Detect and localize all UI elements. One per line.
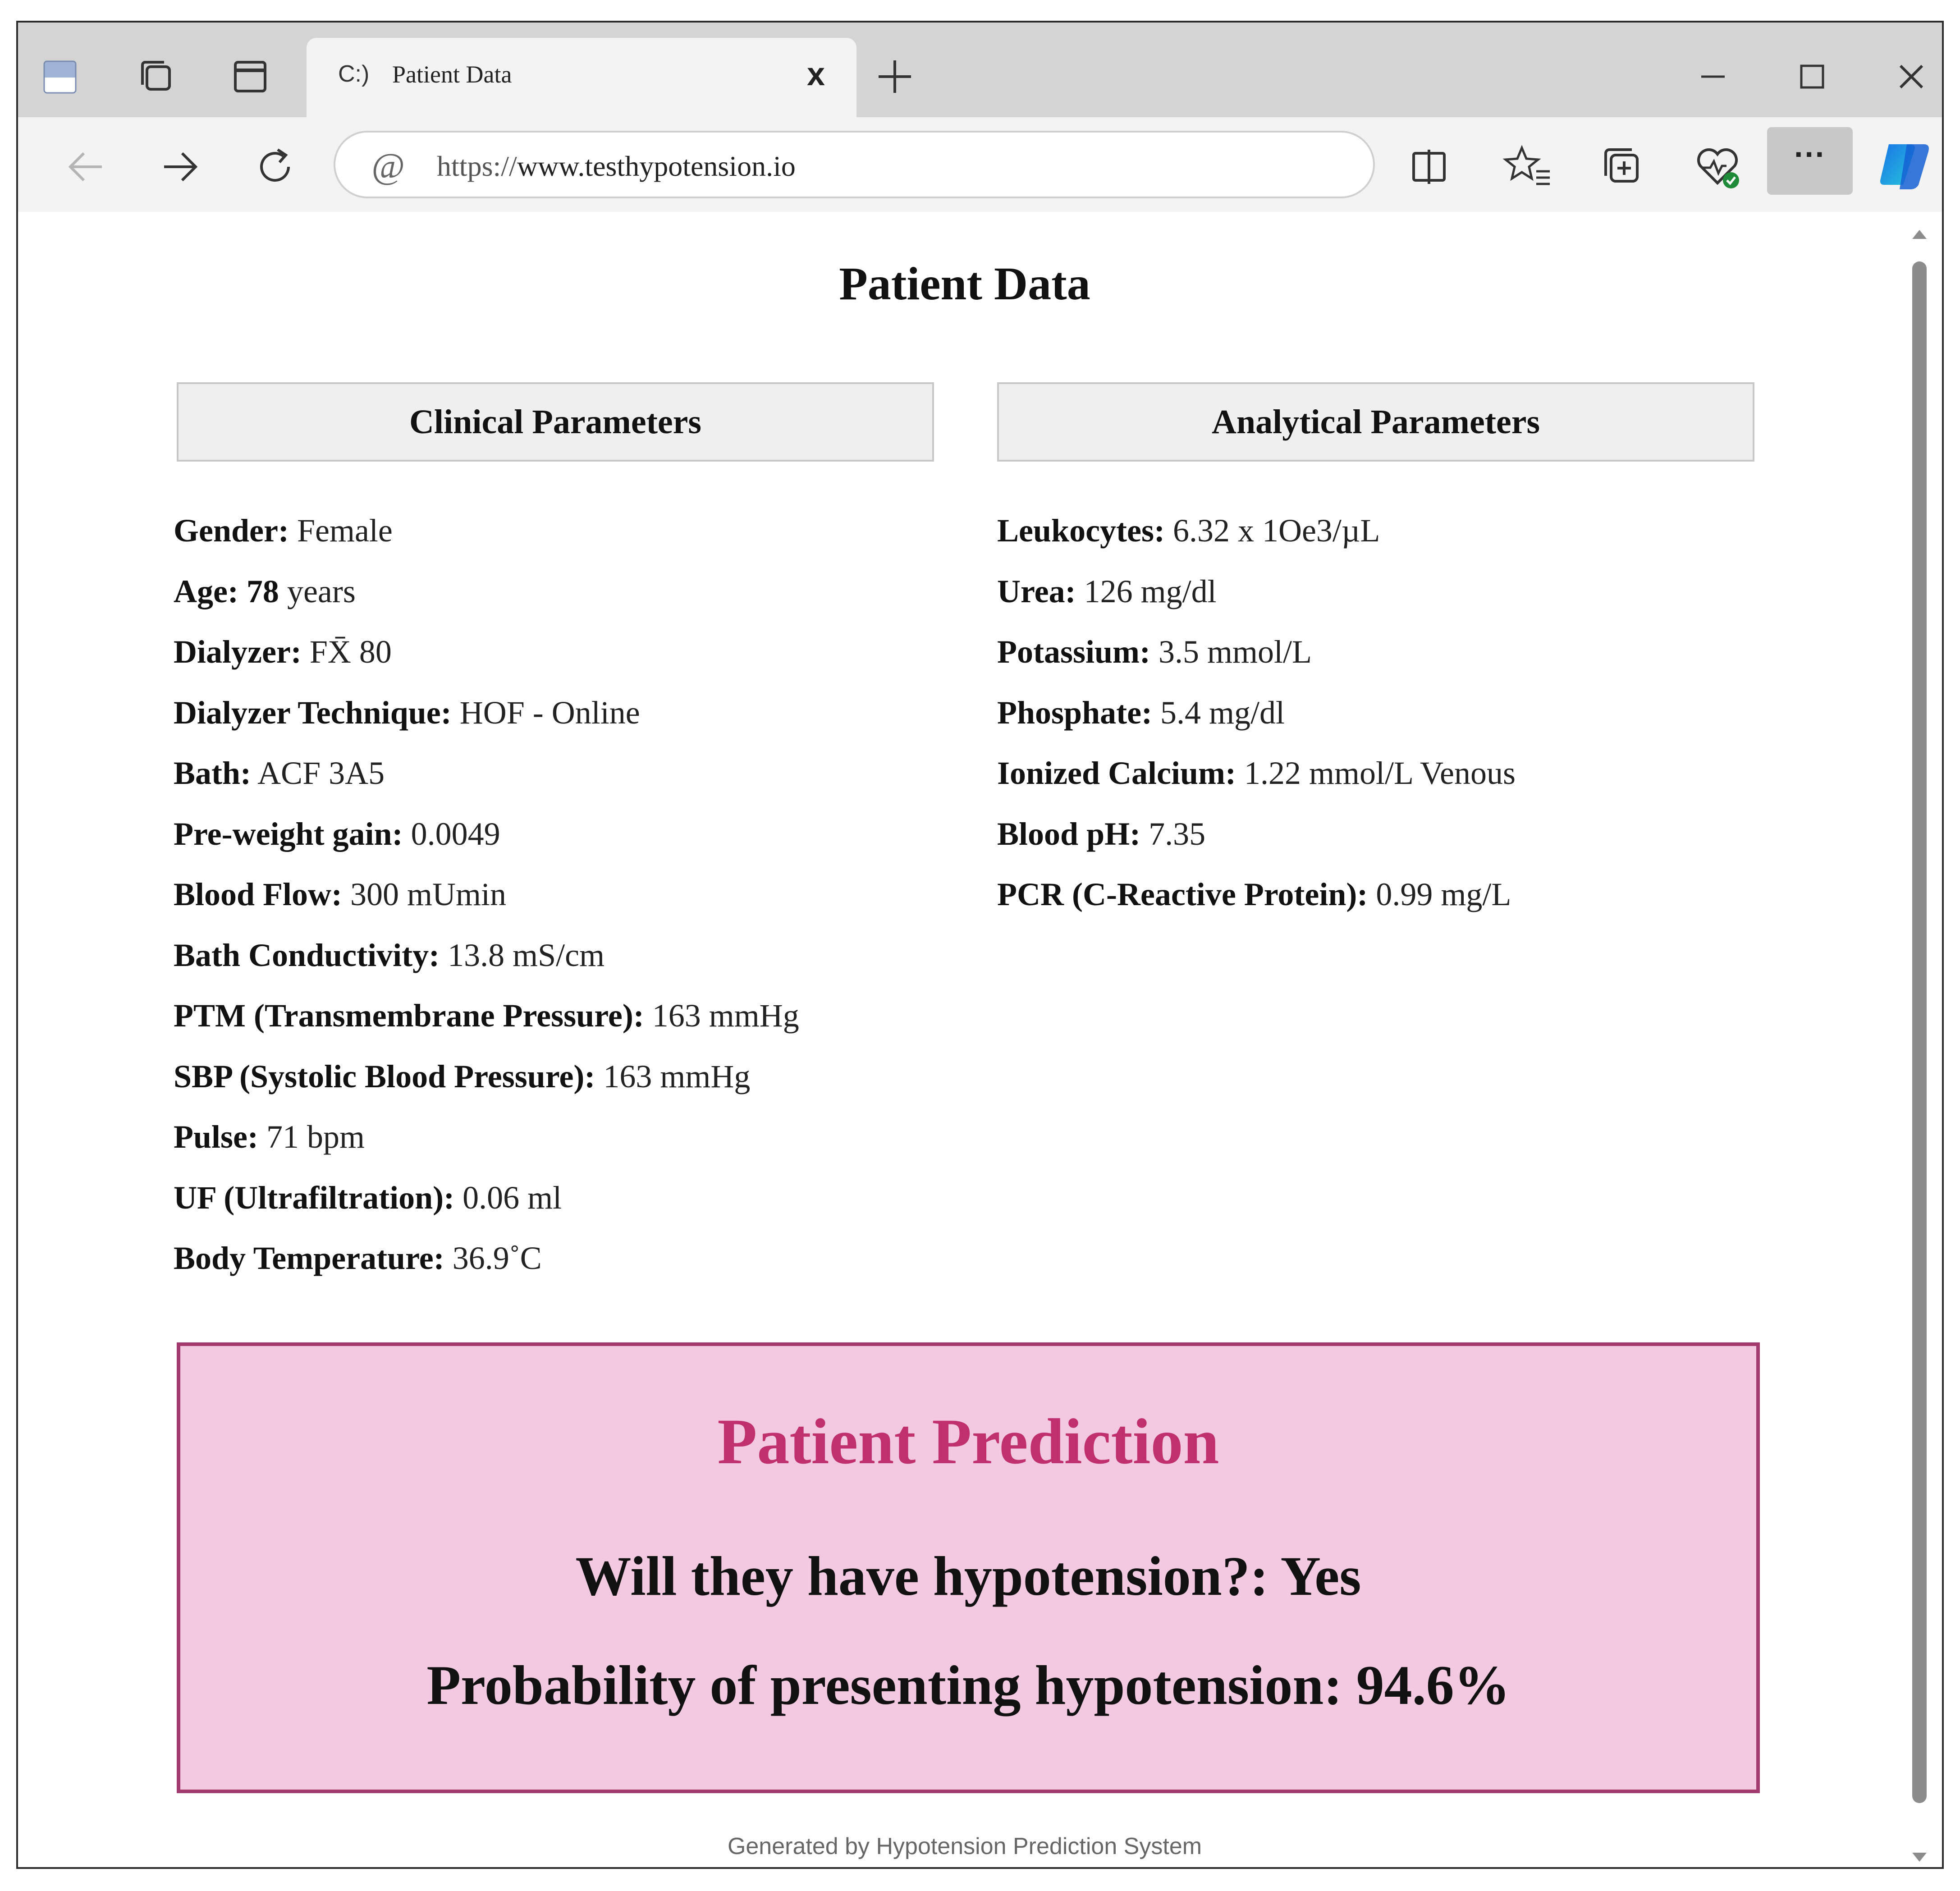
parameter-row [174,622,799,682]
parameter-value: 13.8 mS/cm [448,937,605,973]
parameter-row [174,682,799,743]
scroll-down-icon[interactable] [1910,1848,1928,1866]
parameter-row [174,1228,799,1289]
page-viewport [18,212,1942,1869]
address-bar [18,117,1942,212]
split-screen-icon[interactable] [1402,140,1456,194]
parameter-row [174,561,799,622]
parameter-value: 6.32 x 1Oe3/µL [1172,513,1380,549]
parameter-row [174,1107,799,1168]
parameter-label: Pre-weight gain: [174,815,403,852]
clinical-parameters-list [174,500,799,1289]
prediction-title: Patient Prediction [717,1406,1219,1478]
parameter-label: Potassium: [997,634,1150,670]
more-options-button[interactable]: ··· [1767,127,1853,195]
prediction-panel [177,1342,1760,1793]
parameter-value: 0.0049 [411,815,500,852]
parameter-value: 5.4 mg/dl [1160,694,1285,731]
title-bar [18,23,1942,117]
parameter-row [997,500,1516,561]
parameter-label: Bath: [174,755,252,791]
parameter-row [997,682,1516,743]
parameter-row [997,622,1516,682]
url-scheme: https:// [437,150,517,182]
back-arrow-icon[interactable] [59,140,113,194]
url-text [437,150,796,183]
tab-favicon: C:) [338,61,370,87]
parameter-label: Gender: [174,513,289,549]
page-footer: Generated by Hypotension Prediction System [727,1833,1202,1859]
parameter-value: 163 mmHg [603,1058,751,1094]
parameter-value: FX̄ 80 [309,634,392,670]
analytical-parameters-list [997,500,1516,925]
parameter-label: UF (Ultrafiltration): [174,1179,455,1216]
parameter-value: Female [297,513,393,549]
parameter-label: Dialyzer Technique: [174,694,452,731]
parameter-label: Leukocytes: [997,513,1165,549]
parameter-row [174,743,799,804]
parameter-row [174,864,799,925]
parameter-label: Bath Conductivity: [174,937,440,973]
parameter-value: years [287,573,356,609]
refresh-icon[interactable] [248,140,302,194]
parameter-label: Age: 78 [174,573,279,609]
parameter-label: Ionized Calcium: [997,755,1236,791]
maximize-icon[interactable] [1785,50,1839,104]
tab-close-button[interactable]: x [806,56,825,92]
url-input[interactable] [334,131,1375,198]
parameter-label: SBP (Systolic Blood Pressure): [174,1058,595,1094]
parameter-value: 0.06 ml [463,1179,562,1216]
new-tab-icon[interactable] [872,54,917,99]
parameter-value: 300 mUmin [350,876,507,912]
profile-icon[interactable] [36,51,86,101]
tab-title: Patient Data [392,61,512,88]
parameter-value: 0.99 mg/L [1376,876,1511,912]
parameter-label: Body Temperature: [174,1240,444,1276]
parameter-row [174,925,799,986]
parameter-value: 3.5 mmol/L [1159,634,1312,670]
parameter-row [997,864,1516,925]
parameter-row [174,1168,799,1228]
parameter-value: 7.35 [1149,815,1206,852]
parameter-label: PTM (Transmembrane Pressure): [174,998,644,1034]
workspaces-icon[interactable] [131,51,180,101]
parameter-value: 126 mg/dl [1084,573,1217,609]
parameter-row [997,743,1516,804]
parameter-row [997,804,1516,865]
parameter-value: HOF - Online [459,694,640,731]
scrollbar-thumb[interactable] [1912,261,1927,1803]
browser-health-icon[interactable] [1690,140,1745,194]
hypotension-probability: Probability of presenting hypotension: 94.6% [426,1654,1510,1716]
page-title: Patient Data [839,258,1090,310]
hypotension-result: Will they have hypotension?: Yes [575,1545,1361,1607]
tab-patient-data[interactable] [307,38,856,117]
tab-actions-icon[interactable] [225,51,275,101]
parameter-row [174,985,799,1046]
parameter-label: Urea: [997,573,1076,609]
vertical-scrollbar[interactable] [1906,225,1933,1866]
parameter-label: Blood pH: [997,815,1141,852]
parameter-row [997,561,1516,622]
parameter-value: ACF 3A5 [257,755,385,791]
parameter-value: 36.9˚C [452,1240,542,1276]
parameter-value: 163 mmHg [652,998,799,1034]
copilot-icon[interactable] [1875,135,1934,194]
parameter-label: Phosphate: [997,694,1153,731]
parameter-value: 1.22 mmol/L Venous [1244,755,1516,791]
browser-window [16,21,1944,1869]
url-host: www.testhypotension.io [517,150,796,182]
parameter-label: Dialyzer: [174,634,302,670]
forward-arrow-icon[interactable] [153,140,207,194]
collections-icon[interactable] [1596,140,1650,194]
scroll-up-icon[interactable] [1910,225,1928,243]
clinical-parameters-header: Clinical Parameters [177,382,934,462]
close-window-icon[interactable] [1884,50,1938,104]
parameter-row [174,1046,799,1107]
parameter-value: 71 bpm [266,1119,365,1155]
parameter-label: Pulse: [174,1119,258,1155]
parameter-label: PCR (C-Reactive Protein): [997,876,1368,912]
analytical-parameters-header: Analytical Parameters [997,382,1754,462]
parameter-label: Blood Flow: [174,876,343,912]
parameter-row [174,804,799,865]
parameter-row [174,500,799,561]
favorites-icon[interactable] [1501,140,1555,194]
site-info-icon[interactable]: @ [371,147,405,186]
minimize-icon[interactable] [1686,50,1740,104]
